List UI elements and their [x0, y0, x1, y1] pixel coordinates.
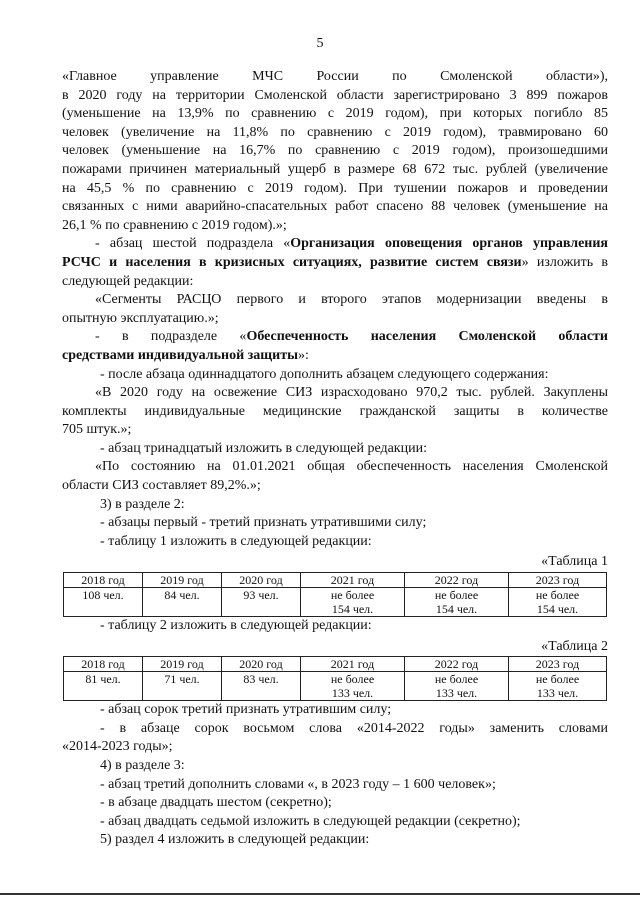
- table-cell: 108 чел.: [64, 588, 143, 617]
- text-fragment: »:: [298, 347, 309, 363]
- table-header-cell: 2018 год: [64, 573, 143, 588]
- text-line: «В 2020 году на освежение СИЗ израсходовано 970,2 тыс. рублей. Закуплены: [95, 385, 608, 401]
- text-line: [62, 254, 608, 273]
- text-fragment: - в подразделе «: [95, 329, 247, 345]
- text-line: - после абзаца одиннадцатого дополнить абзацем следующего содержания:: [100, 366, 549, 382]
- text-line: на 45,5 % по сравнению с 2019 годом). При тушении пожаров и проведении: [62, 180, 608, 196]
- table-cell: 93 чел.: [222, 588, 301, 617]
- text-line: 3) в разделе 2:: [100, 496, 185, 512]
- table-header-cell: 2023 год: [509, 573, 607, 588]
- table-row: [64, 672, 607, 701]
- text-line: 26,1 % по сравнению с 2019 годом).»;: [62, 217, 287, 233]
- table-cell: не более 133 чел.: [405, 672, 509, 701]
- text-line: - таблицу 1 изложить в следующей редакции:: [100, 533, 372, 549]
- table-header-cell: 2020 год: [222, 573, 301, 588]
- text-line: следующей редакции:: [62, 273, 194, 289]
- table-header-cell: 2022 год: [405, 573, 509, 588]
- text-line: 5) раздел 4 изложить в следующей редакции:: [100, 832, 370, 848]
- text-line: - в абзаце сорок восьмом слова «2014-2022 годы» заменить словами: [100, 720, 608, 736]
- table-row: [64, 588, 607, 617]
- text-line: человек (уменьшение на 16,7% по сравнению с 2019 годом), произошедшими: [62, 143, 608, 159]
- text-line: 4) в разделе 3:: [100, 758, 185, 773]
- table-cell: не более 154 чел.: [509, 588, 607, 617]
- text-line: - абзац сорок третий признать утратившим силу;: [100, 702, 392, 718]
- table-header-cell: 2021 год: [301, 573, 405, 588]
- subsection-title: Организация оповещения органов управления: [290, 236, 608, 252]
- text-fragment: » изложить в: [521, 254, 608, 270]
- table-header-cell: 2023 год: [509, 657, 607, 672]
- table-cell: 71 чел.: [143, 672, 222, 701]
- text-line: «Сегменты РАСЦО первого и второго этапов модернизации введены в: [95, 292, 608, 308]
- text-line: пожарами причинен материальный ущерб в размере 68 672 тыс. рублей (увеличение: [62, 161, 608, 177]
- table-cell: 83 чел.: [222, 672, 301, 701]
- table-header-cell: 2020 год: [222, 657, 301, 672]
- text-line: - абзац двадцать седьмой изложить в следующей редакции (секретно);: [100, 813, 521, 829]
- text-line: комплекты индивидуальные медицинские гражданской защиты в количестве: [62, 403, 608, 419]
- text-line: (уменьшение на 13,9% по сравнению с 2019 годом), при которых погибло 85: [62, 106, 608, 122]
- text-line: в 2020 году на территории Смоленской области зарегистрировано 3 899 пожаров: [62, 87, 608, 103]
- table-header-cell: 2022 год: [405, 657, 509, 672]
- table-2: [63, 656, 607, 701]
- text-line: - в абзаце двадцать шестом (секретно);: [100, 795, 332, 811]
- subsection-title: средствами индивидуальной защиты: [62, 347, 299, 363]
- text-line: человек (увеличение на 11,8% по сравнению с 2019 годом), травмировано 60: [62, 124, 608, 140]
- table-cell: не более 133 чел.: [301, 672, 405, 701]
- text-line: - абзацы первый - третий признать утратившими силу;: [100, 515, 427, 531]
- table-cell: не более 133 чел.: [509, 672, 607, 701]
- text-fragment: - абзац шестой подраздела «: [95, 236, 291, 252]
- table-cell: 84 чел.: [143, 588, 222, 617]
- text-line: опытную эксплуатацию.»;: [62, 310, 219, 326]
- document-body: [62, 68, 608, 850]
- text-line: «По состоянию на 01.01.2021 общая обеспеченность населения Смоленской: [95, 459, 608, 475]
- table-header-cell: 2019 год: [143, 657, 222, 672]
- table-1: [63, 572, 607, 617]
- table-2-title: «Таблица 2: [541, 638, 608, 654]
- table-1-title: «Таблица 1: [541, 554, 608, 570]
- text-line: «2014-2023 годы»;: [62, 739, 173, 755]
- text-line: [62, 235, 608, 254]
- text-line: области СИЗ составляет 89,2%.»;: [62, 478, 261, 494]
- text-line: [62, 347, 608, 366]
- text-line: [62, 328, 608, 347]
- text-line: - таблицу 2 изложить в следующей редакции:: [100, 618, 372, 634]
- bottom-rule: [0, 893, 640, 895]
- table-header-cell: 2019 год: [143, 573, 222, 588]
- table-header-row: [64, 657, 607, 672]
- subsection-title: Обеспеченность населения Смоленской области: [246, 329, 609, 345]
- text-line: «Главное управление МЧС России по Смоленской области»),: [62, 69, 608, 84]
- table-cell: не более 154 чел.: [301, 588, 405, 617]
- text-line: - абзац тринадцатый изложить в следующей редакции:: [100, 440, 427, 456]
- text-line: - абзац третий дополнить словами «, в 2023 году – 1 600 человек»;: [100, 776, 496, 792]
- subsection-title: РСЧС и населения в кризисных ситуациях, развитие систем связи: [62, 254, 522, 270]
- table-header-row: [64, 573, 607, 588]
- table-header-cell: 2018 год: [64, 657, 143, 672]
- table-header-cell: 2021 год: [301, 657, 405, 672]
- text-line: связанных с ними аварийно-спасательных работ спасено 88 человек (уменьшение на: [62, 199, 608, 215]
- page-number: 5: [316, 36, 324, 51]
- text-line: 705 штук.»;: [62, 422, 132, 438]
- table-cell: 81 чел.: [64, 672, 143, 701]
- table-cell: не более 154 чел.: [405, 588, 509, 617]
